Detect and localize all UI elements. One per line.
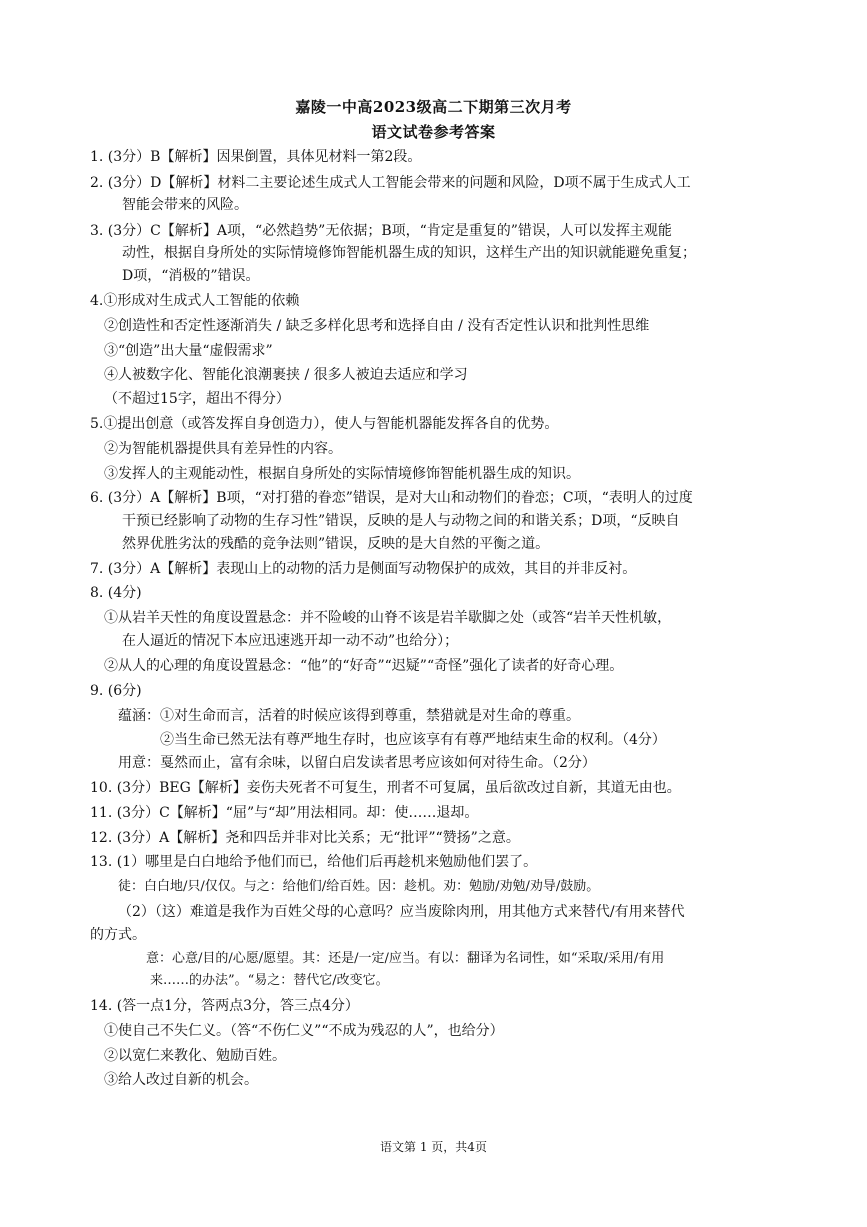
answer-line: 的方式。 xyxy=(90,927,146,943)
answer-line: ②当生命已然无法有尊严地生存时，也应该享有有尊严地结束生命的权利。（4分） xyxy=(160,732,666,748)
answer-line: 6. (3分）A【解析】B项，“对打猎的眷恋”错误，是对大山和动物们的眷恋；C项，“表明人的过度 xyxy=(90,490,693,506)
answer-line: ①使自己不失仁义。（答“不伤仁义”“不成为残忍的人”，也给分） xyxy=(104,1023,504,1039)
page-footer: 语文第 1 页，共4页 xyxy=(380,1140,487,1154)
answer-line: 11. (3分）C【解析】“屈”与“却”用法相同。却：使……退却。 xyxy=(90,805,479,821)
answer-line: 2. (3分）D【解析】材料二主要论述生成式人工智能会带来的问题和风险，D项不属于生成式人工 xyxy=(90,175,691,191)
answer-line: 徒：白白地/只/仅仅。与之：给他们/给百姓。因：趁机。劝：勉励/劝勉/劝导/鼓励。 xyxy=(118,879,600,894)
answer-line: 干预已经影响了动物的生存习性”错误，反映的是人与动物之间的和谐关系；D项，“反映自 xyxy=(122,513,680,529)
answer-line: （2）（这）难道是我作为百姓父母的心意吗？应当废除肉刑，用其他方式来替代/有用来替代 xyxy=(118,904,685,920)
answer-line: ②从人的心理的角度设置悬念：“他”的“好奇”“迟疑”“奇怪”强化了读者的好奇心理。 xyxy=(104,658,624,674)
answer-line: 意：心意/目的/心愿/愿望。其：还是/一定/应当。有以：翻译为名词性，如“采取/采用/有用 xyxy=(146,951,665,966)
page-subtitle: 语文试卷参考答案 xyxy=(371,123,496,141)
answer-line: 14. (答一点1分，答两点3分，答三点4分） xyxy=(90,998,359,1014)
answer-line: 智能会带来的风险。 xyxy=(122,197,248,213)
answer-line: 12. (3分）A【解析】尧和四岳并非对比关系；无“批评”“赞扬”之意。 xyxy=(90,830,520,846)
answer-line: ②以宽仁来教化、勉励百姓。 xyxy=(104,1048,286,1064)
answer-line: 9. (6分) xyxy=(90,683,142,699)
page-title: 嘉陵一中高2023级高二下期第三次月考 xyxy=(295,98,572,116)
answer-line: 5.①提出创意（或答发挥自身创造力），使人与智能机器能发挥各自的优势。 xyxy=(90,416,559,432)
answer-line: 7. (3分）A【解析】表现山上的动物的活力是侧面写动物保护的成效，其目的并非反衬。 xyxy=(90,561,637,577)
answer-line: 10. (3分）BEG【解析】妾伤夫死者不可复生，刑者不可复属，虽后欲改过自新，其道无由也。 xyxy=(90,780,681,796)
answer-line: 3. (3分）C【解析】A项，“必然趋势”无依据；B项，“肯定是重复的”错误，人可以发挥主观能 xyxy=(90,223,672,239)
answer-line: （不超过15字，超出不得分） xyxy=(104,391,290,407)
answer-line: ③“创造”出大量“虚假需求” xyxy=(104,343,273,359)
answer-line: 在人逼近的情况下本应迅速逃开却一动不动”也给分）； xyxy=(122,633,459,649)
answer-line: ②为智能机器提供具有差异性的内容。 xyxy=(104,441,342,457)
answer-line: 来……的办法”。“易之：替代它/改变它。 xyxy=(150,973,389,988)
answer-line: ③发挥人的主观能动性，根据自身所处的实际情境修饰智能机器生成的知识。 xyxy=(104,466,580,482)
answer-line: D项，“消极的”错误。 xyxy=(122,268,260,284)
answer-line: 用意：戛然而止，富有余味，以留白启发读者思考应该如何对待生命。（2分） xyxy=(118,755,596,771)
answer-line: ④人被数字化、智能化浪潮裹挟 / 很多人被迫去适应和学习 xyxy=(104,367,468,383)
answer-line: 8. (4分) xyxy=(90,585,142,601)
answer-line: 然界优胜劣汰的残酷的竞争法则”错误，反映的是大自然的平衡之道。 xyxy=(122,536,550,552)
answer-line: 4.①形成对生成式人工智能的依赖 xyxy=(90,293,300,309)
answer-line: 1. (3分）B【解析】因果倒置，具体见材料一第2段。 xyxy=(90,149,422,165)
answer-line: ①从岩羊天性的角度设置悬念：并不险峻的山脊不该是岩羊歇脚之处（或答“岩羊天性机敏， xyxy=(104,610,672,626)
answer-line: 动性，根据自身所处的实际情境修饰智能机器生成的知识，这样生产出的知识就能避免重复； xyxy=(122,245,696,261)
answer-line: 蕴涵：①对生命而言，活着的时候应该得到尊重，禁猎就是对生命的尊重。 xyxy=(118,708,580,724)
answer-line: ③给人改过自新的机会。 xyxy=(104,1072,258,1088)
answer-line: ②创造性和否定性逐渐消失 / 缺乏多样化思考和选择自由 / 没有否定性认识和批判性思维 xyxy=(104,318,650,334)
answer-line: 13. (1）哪里是白白地给予他们而已，给他们后再趁机来勉励他们罢了。 xyxy=(90,854,538,870)
